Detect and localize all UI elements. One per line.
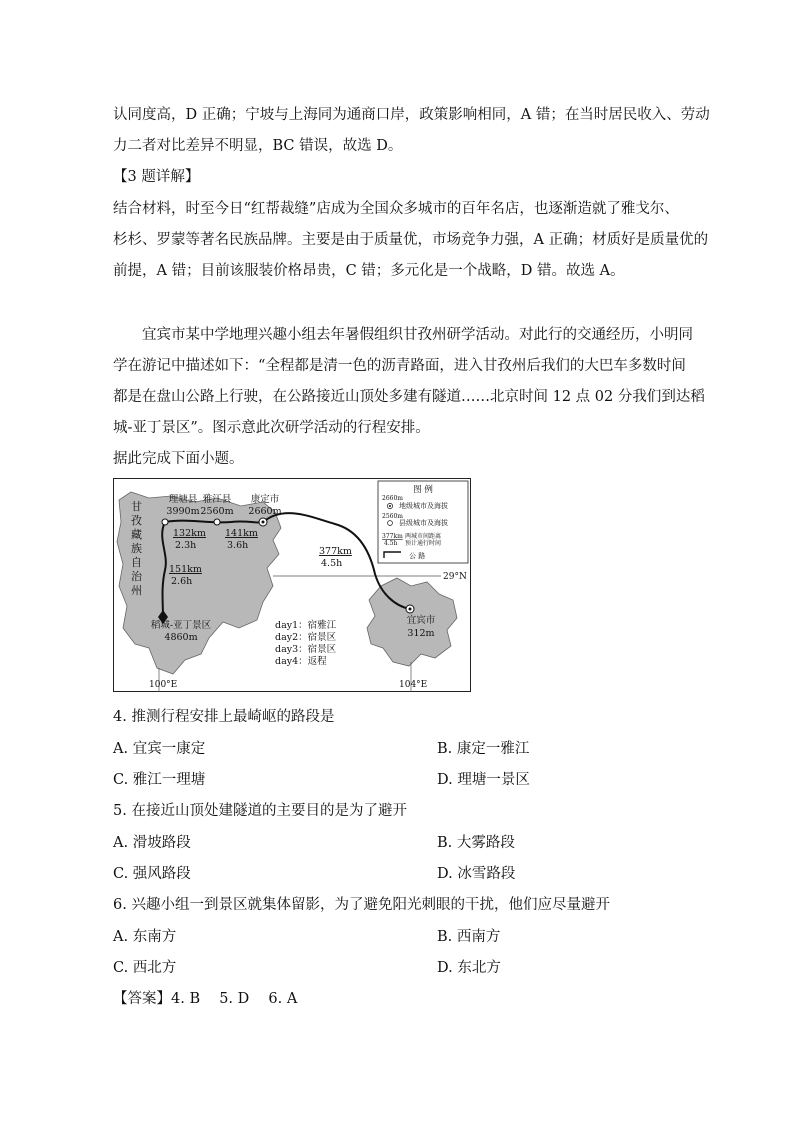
prev-text-line-4: 杉杉、罗蒙等著名民族品牌。主要是由于质量优，市场竞争力强，A 正确；材质好是质量优的 bbox=[113, 232, 709, 248]
seg-yajiang-kangding-dist: 141km bbox=[225, 528, 258, 539]
q5-stem: 5. 在接近山顶处建隧道的主要目的是为了避开 bbox=[113, 803, 407, 819]
section-heading: 【3 题详解】 bbox=[113, 169, 200, 185]
map-legend bbox=[378, 481, 468, 563]
q6-option-d[interactable]: D. 东北方 bbox=[437, 960, 501, 976]
itinerary-day2: day2：宿景区 bbox=[275, 632, 337, 643]
itinerary-day1: day1：宿雅江 bbox=[275, 620, 337, 631]
legend-item3-desc2: 预计通行时间 bbox=[405, 540, 442, 547]
q5-option-d[interactable]: D. 冰雪路段 bbox=[437, 866, 516, 882]
litang-marker bbox=[162, 519, 168, 525]
region-char-6: 州 bbox=[131, 584, 142, 597]
legend-item2-desc: 县级城市及海拔 bbox=[399, 519, 448, 527]
prev-text-line-3: 结合材料，时至今日“红帮裁缝”店成为全国众多城市的百年名店，也逐渐造就了雅戈尔、 bbox=[113, 201, 679, 217]
seg-litang-daocheng-dist: 151km bbox=[169, 564, 202, 575]
seg-litang-daocheng-time: 2.6h bbox=[171, 576, 193, 587]
yajiang-alt: 2560m bbox=[200, 506, 234, 517]
seg-kangding-yibin-dist: 377km bbox=[319, 546, 352, 557]
region-char-2: 藏 bbox=[131, 528, 142, 541]
lat-label: 29°N bbox=[443, 572, 467, 582]
region-char-3: 族 bbox=[131, 542, 142, 555]
passage-line-2: 学在游记中描述如下：“全程都是清一色的沥青路面，进入甘孜州后我们的大巴车多数时间 bbox=[113, 358, 686, 374]
daocheng-name: 稻城-亚丁景区 bbox=[150, 620, 212, 631]
passage-line-1: 宜宾市某中学地理兴趣小组去年暑假组织甘孜州研学活动。对此行的交通经历，小明同 bbox=[142, 327, 693, 343]
yajiang-name: 雅江县 bbox=[202, 494, 232, 505]
q6-option-b[interactable]: B. 西南方 bbox=[437, 929, 501, 945]
yibin-alt: 312m bbox=[407, 628, 435, 639]
kangding-alt: 2660m bbox=[248, 506, 282, 517]
legend-item3-value2: 4.5h bbox=[384, 540, 398, 547]
prev-text-line-2: 力二者对比差异不明显，BC 错误，故选 D。 bbox=[113, 138, 403, 154]
litang-alt: 3990m bbox=[166, 506, 200, 517]
passage-instruction: 据此完成下面小题。 bbox=[113, 451, 244, 467]
legend-item4-desc: 公 路 bbox=[409, 552, 426, 560]
yibin-name: 宜宾市 bbox=[406, 615, 436, 626]
q4-option-d[interactable]: D. 理塘一景区 bbox=[437, 772, 530, 788]
q5-option-c[interactable]: C. 强风路段 bbox=[113, 866, 191, 882]
q5-option-a[interactable]: A. 滑坡路段 bbox=[113, 835, 191, 851]
daocheng-alt: 4860m bbox=[164, 632, 198, 643]
region-char-4: 自 bbox=[131, 556, 142, 569]
legend-item1-value: 2660m bbox=[382, 495, 403, 502]
kangding-name: 康定市 bbox=[250, 494, 280, 505]
q4-option-a[interactable]: A. 宜宾一康定 bbox=[113, 741, 206, 757]
seg-litang-yajiang-time: 2.3h bbox=[175, 540, 197, 551]
legend-item3-value: 377km bbox=[382, 533, 403, 540]
region-char-1: 孜 bbox=[131, 514, 142, 527]
legend-item3-desc: 两城市间距离 bbox=[405, 533, 442, 540]
q6-option-a[interactable]: A. 东南方 bbox=[113, 929, 177, 945]
seg-yajiang-kangding-time: 3.6h bbox=[227, 540, 249, 551]
lon-label-104: 104°E bbox=[399, 680, 428, 690]
q4-option-b[interactable]: B. 康定一雅江 bbox=[437, 741, 530, 757]
itinerary-day4: day4：返程 bbox=[275, 656, 327, 667]
region-char-0: 甘 bbox=[131, 500, 142, 513]
passage-line-4: 城-亚丁景区”。图示意此次研学活动的行程安排。 bbox=[113, 420, 430, 436]
lon-label-100: 100°E bbox=[149, 680, 178, 690]
q6-stem: 6. 兴趣小组一到景区就集体留影，为了避免阳光刺眼的干扰，他们应尽量避开 bbox=[113, 897, 610, 913]
passage-line-3: 都是在盘山公路上行驶，在公路接近山顶处多建有隧道……北京时间 12 点 02 分我们到达稻 bbox=[113, 389, 705, 405]
legend-title: 图 例 bbox=[413, 485, 433, 495]
legend-item2-value: 2560m bbox=[382, 513, 403, 520]
legend-item1-desc: 地级城市及海拔 bbox=[399, 502, 448, 510]
q5-option-b[interactable]: B. 大雾路段 bbox=[437, 835, 515, 851]
litang-name: 理塘县 bbox=[168, 494, 198, 505]
itinerary-day3: day3：宿景区 bbox=[275, 644, 337, 655]
seg-litang-yajiang-dist: 132km bbox=[173, 528, 206, 539]
q4-stem: 4. 推测行程安排上最崎岖的路段是 bbox=[113, 709, 335, 725]
route-map bbox=[113, 478, 471, 692]
prev-text-line-1: 认同度高，D 正确；宁坡与上海同为通商口岸，政策影响相同，A 错；在当时居民收入、劳动 bbox=[113, 107, 710, 123]
yajiang-marker bbox=[214, 519, 220, 525]
q6-option-c[interactable]: C. 西北方 bbox=[113, 960, 177, 976]
answer-key: 【答案】4. B 5. D 6. A bbox=[113, 991, 298, 1007]
region-char-5: 治 bbox=[131, 570, 142, 583]
seg-kangding-yibin-time: 4.5h bbox=[321, 558, 343, 569]
q4-option-c[interactable]: C. 雅江一理塘 bbox=[113, 772, 206, 788]
prev-text-line-5: 前提，A 错；目前该服装价格昂贵，C 错；多元化是一个战略，D 错。故选 A。 bbox=[113, 263, 625, 279]
